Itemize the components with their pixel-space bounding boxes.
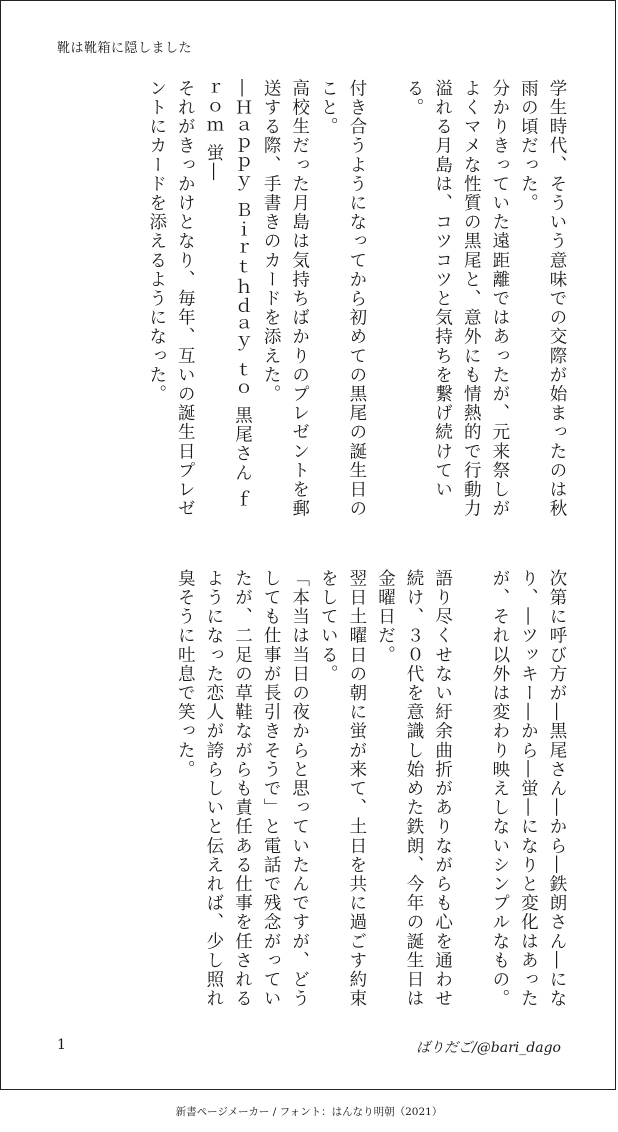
blank-line (457, 569, 486, 1009)
paragraph: 語り尽くせない紆余曲折がありながらも心を通わせ続け、３０代を意識し始めた鉄朗、今年の誕生日は金曜日だ。 (375, 569, 453, 1009)
generator-credit: 新書ページメーカー / フォント：はんなり明朝（2021） (175, 1106, 443, 1118)
text-column-lower (51, 569, 571, 1009)
author-handle: ばりだご/@bari_dago (416, 1040, 561, 1056)
paragraph: ―Ｈａｐｐｙ Ｂｉｒｔｈｄａｙ ｔｏ 黒尾さん ｆｒｏｍ 蛍― (203, 79, 253, 509)
page-number: 1 (57, 1037, 66, 1053)
text-column-upper (51, 79, 571, 524)
paragraph: 学生時代、そういう意味での交際が始まったのは秋雨の頃だった。 (518, 79, 567, 519)
paragraph: 高校生だった月島は気持ちばかりのプレゼントを郵送する際、手書きのカードを添えた。 (261, 79, 310, 519)
paragraph: 次第に呼び方が―黒尾さん―から―鉄朗さん―になり、―ツッキー―から―蛍―になりと変化はあったが、それ以外は変わり映えしないシンプルなもの。 (489, 569, 567, 1009)
paragraph: 「本当は当日の夜からと思っていたんですが、どうしても仕事が長引きそうで」と電話で残念がっていたが、二足の草鞋ながらも責任ある仕事を任されるようになった恋人が誇らしいと伝えれば、少し照れ臭そうに吐息で笑った。 (175, 569, 310, 1009)
paragraph: 分かりきっていた遠距離ではあったが、元来祭しがよくマメな性質の黒尾と、意外にも情熱的で行動力溢れる月島は、コツコツと気持ちを繋げ続けている。 (404, 79, 510, 519)
paragraph: それがきっかけとなり、毎年、互いの誕生日プレゼントにカードを添えるようになった。 (146, 79, 196, 519)
paragraph: 翌日土曜日の朝に蛍が来て、土日を共に過ごす約束をしている。 (318, 569, 367, 1009)
blank-line (371, 79, 400, 524)
page-title: 靴は靴箱に隠しました (57, 41, 193, 56)
paragraph: 付き合うようになってから初めての黒尾の誕生日のこと。 (318, 79, 367, 519)
